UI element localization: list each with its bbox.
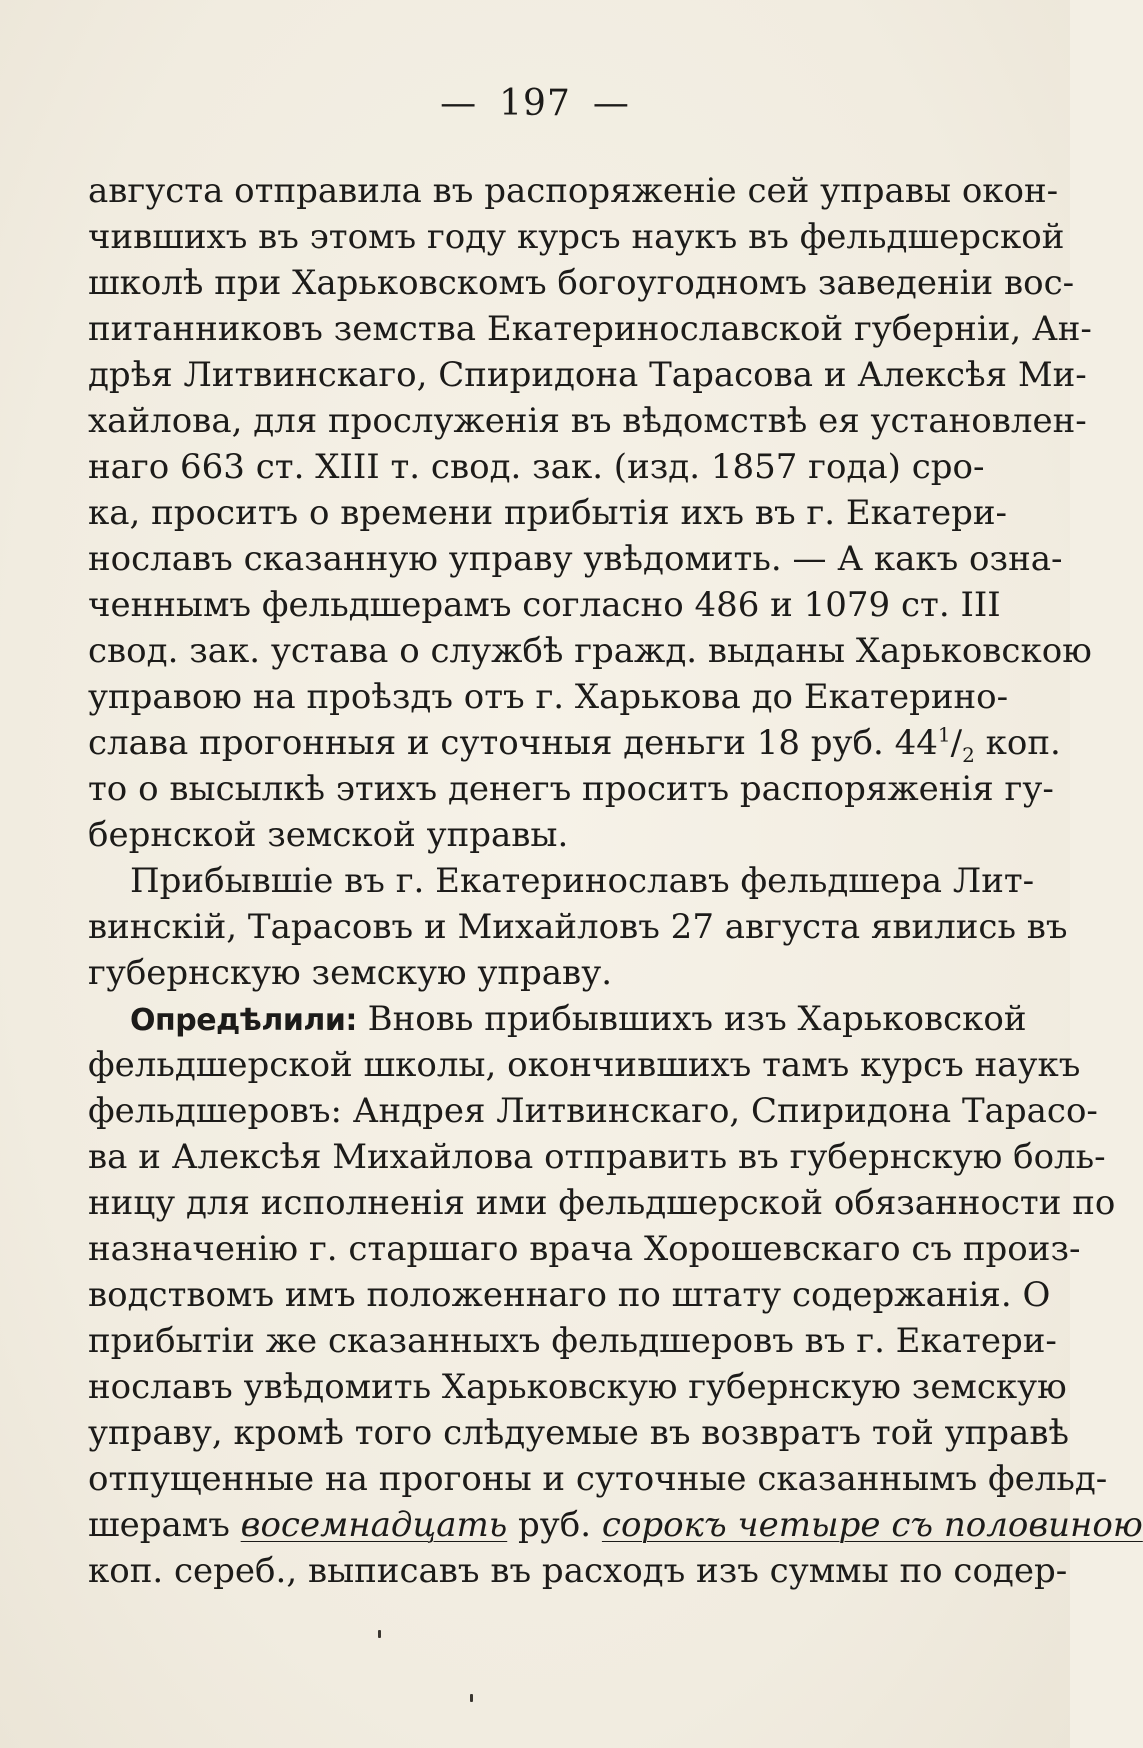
text-line: ницу для исполненія ими фельдшерской обязанности по [88,1183,1116,1223]
text-line: назначенію г. старшаго врача Хорошевскаго съ произ- [88,1229,1081,1269]
fraction-line-start: слава прогонныя и суточныя деньги 18 руб. 44 [88,723,938,763]
fraction-line-end: коп. [974,723,1061,763]
handwritten-amount-rubles: восемнадцать [240,1505,508,1545]
resolution-heading: Опредѣлили: [130,1003,357,1038]
text-line: прибытіи же сказанныхъ фельдшеровъ въ г. Екатери- [88,1321,1057,1361]
header-dash-right: — [592,83,630,124]
text-line: хайлова, для прослуженія въ вѣдомствѣ ея установлен- [88,401,1087,441]
text-line: чившихъ въ этомъ году курсъ наукъ въ фельдшерской [88,217,1065,257]
rubles-abbrev: руб. [507,1505,602,1545]
text-line: губернскую земскую управу. [88,953,613,993]
text-line: отпущенные на прогоны и суточные сказаннымъ фельд- [88,1459,1108,1499]
text-line: ченнымъ фельдшерамъ согласно 486 и 1079 ст. III [88,585,1001,625]
text-line: нославъ увѣдомить Харьковскую губернскую земскую [88,1367,1067,1407]
text-line: бернской земской управы. [88,815,569,855]
fraction-numerator: 1 [937,722,951,747]
text-line: коп. сереб., выписавъ въ расходъ изъ суммы по содер- [88,1551,1068,1591]
text-line: питанниковъ земства Екатеринославской губерніи, Ан- [88,309,1092,349]
ink-speck [378,1630,381,1638]
page-header [0,82,1070,126]
paragraph-start: Прибывшіе въ г. Екатеринославъ фельдшера Лит- [130,861,1035,901]
text-line: управу, кромѣ того слѣдуемые въ возвратъ той управѣ [88,1413,1069,1453]
line-start: шерамъ [88,1505,241,1545]
body-text [88,168,1143,1594]
resolution-paragraph-start [88,996,1027,1042]
text-line: свод. зак. устава о службѣ гражд. выданы Харьковскою [88,631,1092,671]
resolution-line-rest: Вновь прибывшихъ изъ Харьковской [356,999,1027,1039]
handwritten-amount-kopecks: сорокъ четыре съ половиною [601,1505,1143,1545]
text-line: школѣ при Харьковскомъ богоугодномъ заведеніи вос- [88,263,1075,303]
text-line-handwritten [88,1502,1143,1548]
text-line: дрѣя Литвинскаго, Спиридона Тарасова и Алексѣя Ми- [88,355,1087,395]
text-line: то о высылкѣ этихъ денегъ проситъ распоряженія гу- [88,769,1054,809]
text-line: наго 663 ст. XIII т. свод. зак. (изд. 1857 года) сро- [88,447,985,487]
header-dash-left: — [440,83,478,124]
text-line: управою на проѣздъ отъ г. Харькова до Екатерино- [88,677,1009,717]
page-number: 197 [499,83,571,124]
text-line: августа отправила въ распоряженіе сей управы окон- [88,171,1059,211]
text-line: винскій, Тарасовъ и Михайловъ 27 августа явились въ [88,907,1068,947]
fraction-slash: / [950,723,963,763]
fraction-denominator: 2 [962,742,975,767]
text-line: ка, проситъ о времени прибытія ихъ въ г. Екатери- [88,493,1008,533]
text-line: водствомъ имъ положеннаго по штату содержанія. О [88,1275,1051,1315]
text-line: нославъ сказанную управу увѣдомить. — А какъ озна- [88,539,1063,579]
ink-speck [470,1694,473,1702]
text-line: фельдшеровъ: Андрея Литвинскаго, Спиридона Тарасо- [88,1091,1098,1131]
text-line-fraction [88,720,1061,767]
text-line: фельдшерской школы, окончившихъ тамъ курсъ наукъ [88,1045,1081,1085]
text-line: ва и Алексѣя Михайлова отправить въ губернскую боль- [88,1137,1106,1177]
